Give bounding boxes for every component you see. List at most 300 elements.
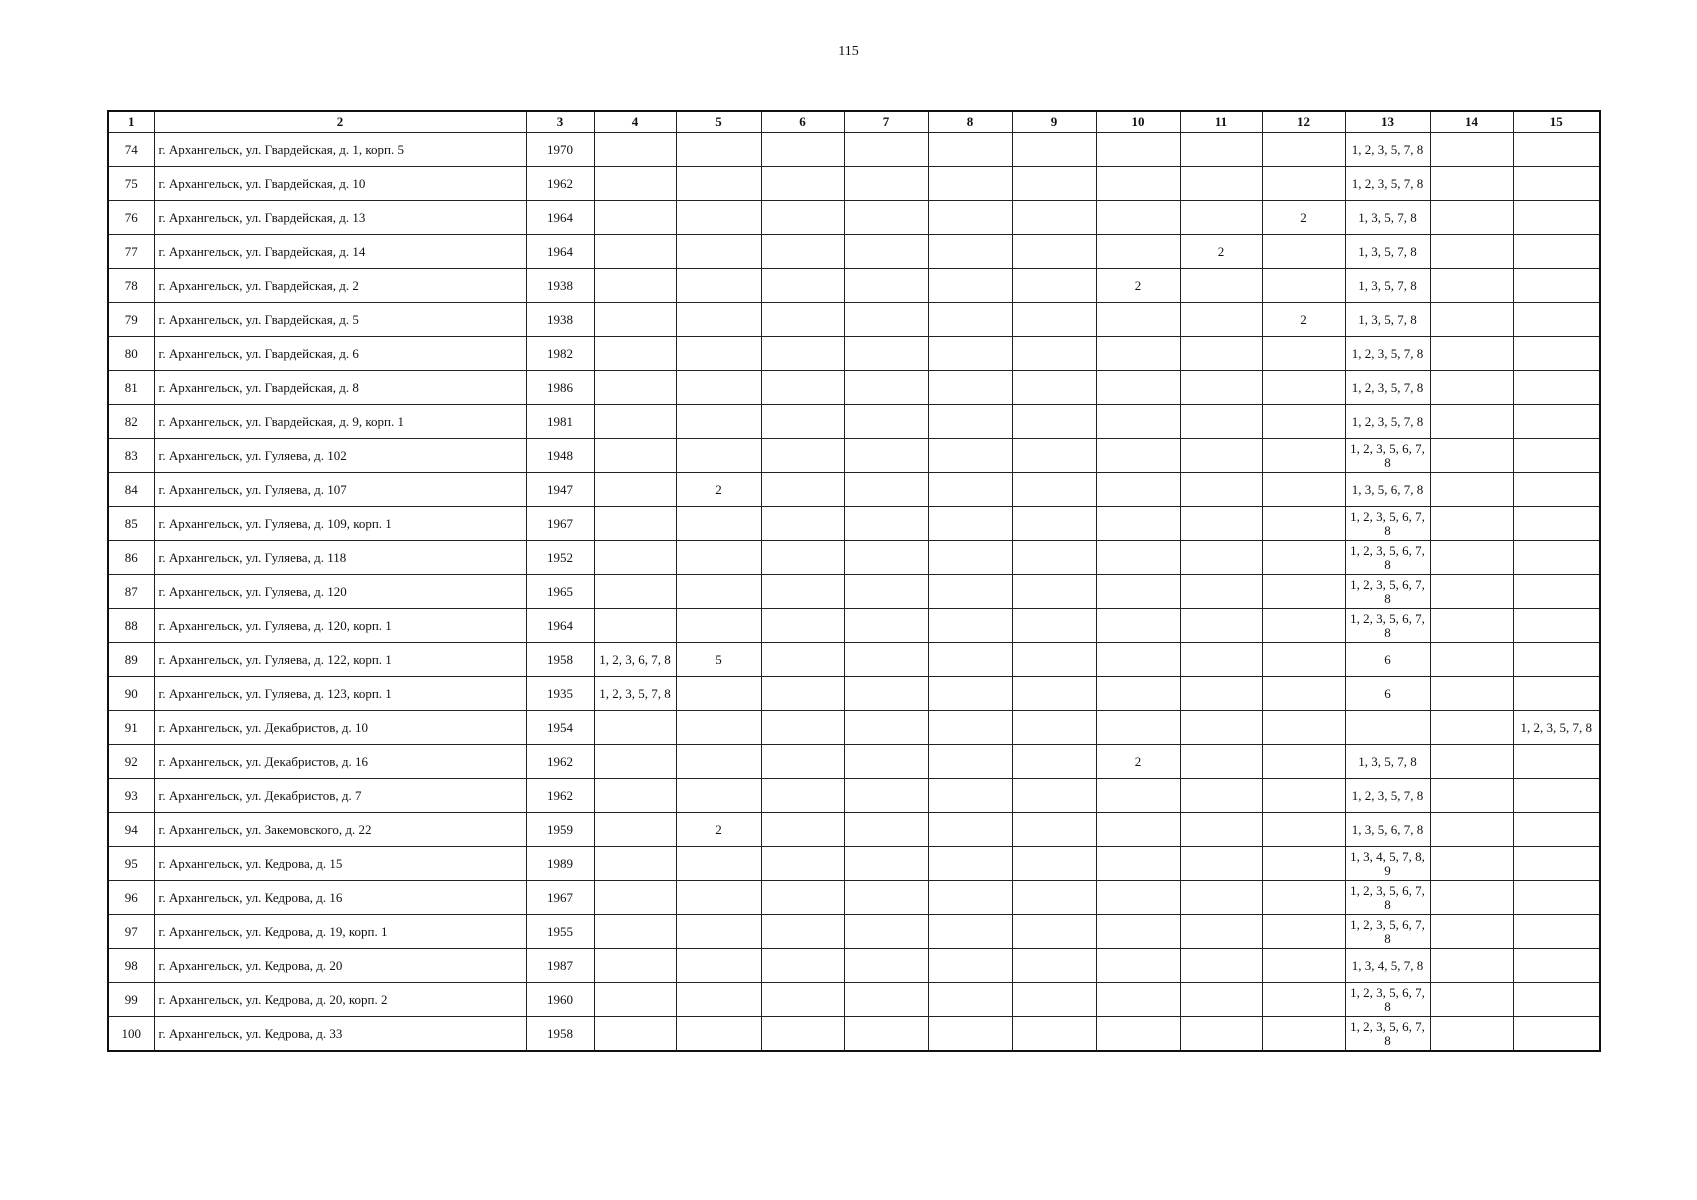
column-14-cell [1430,303,1513,337]
column-12-cell [1262,133,1345,167]
column-15-cell [1513,405,1600,439]
column-9-cell [1012,337,1096,371]
column-12-cell [1262,269,1345,303]
address-cell: г. Архангельск, ул. Кедрова, д. 33 [154,1017,526,1052]
column-14-cell [1430,609,1513,643]
column-10-cell [1096,881,1180,915]
column-8-cell [928,269,1012,303]
column-7-cell [844,405,928,439]
column-11-cell [1180,643,1262,677]
column-12-cell [1262,643,1345,677]
column-5-cell [676,915,761,949]
column-14-cell [1430,813,1513,847]
column-10-cell [1096,167,1180,201]
column-12-cell [1262,711,1345,745]
column-7-cell [844,303,928,337]
column-7-cell [844,983,928,1017]
row-number-cell: 93 [108,779,154,813]
column-12-cell [1262,881,1345,915]
column-13-cell: 1, 2, 3, 5, 6, 7, 8 [1345,575,1430,609]
column-13-cell: 1, 2, 3, 5, 6, 7, 8 [1345,983,1430,1017]
column-4-cell [594,201,676,235]
column-7-cell [844,779,928,813]
year-cell: 1964 [526,235,594,269]
column-7-cell [844,643,928,677]
address-cell: г. Архангельск, ул. Гвардейская, д. 1, корп. 5 [154,133,526,167]
column-13-cell: 1, 3, 5, 6, 7, 8 [1345,473,1430,507]
row-number-cell: 91 [108,711,154,745]
column-13-cell: 1, 3, 5, 7, 8 [1345,235,1430,269]
column-11-cell [1180,949,1262,983]
column-5-cell [676,779,761,813]
column-9-cell [1012,405,1096,439]
column-8-cell [928,167,1012,201]
column-8-cell [928,303,1012,337]
address-cell: г. Архангельск, ул. Гвардейская, д. 14 [154,235,526,269]
column-14-cell [1430,337,1513,371]
row-number-cell: 82 [108,405,154,439]
address-cell: г. Архангельск, ул. Гуляева, д. 109, корп. 1 [154,507,526,541]
column-7-cell [844,881,928,915]
row-number-cell: 80 [108,337,154,371]
column-14-cell [1430,1017,1513,1052]
column-15-cell [1513,745,1600,779]
year-cell: 1958 [526,643,594,677]
table-row [108,337,1600,371]
year-cell: 1955 [526,915,594,949]
column-14-cell [1430,167,1513,201]
column-15-cell [1513,847,1600,881]
column-9-cell [1012,745,1096,779]
column-15-cell [1513,881,1600,915]
column-9-cell [1012,439,1096,473]
column-15-cell [1513,915,1600,949]
column-8-cell [928,1017,1012,1052]
table-row [108,371,1600,405]
row-number-cell: 86 [108,541,154,575]
column-6-cell [761,779,844,813]
year-cell: 1964 [526,609,594,643]
column-15-cell [1513,167,1600,201]
address-cell: г. Архангельск, ул. Гвардейская, д. 8 [154,371,526,405]
column-11-cell: 2 [1180,235,1262,269]
column-10-cell [1096,643,1180,677]
table-row [108,711,1600,745]
column-5-cell [676,303,761,337]
column-9-cell [1012,575,1096,609]
column-8-cell [928,711,1012,745]
column-15-cell [1513,949,1600,983]
row-number-cell: 97 [108,915,154,949]
row-number-cell: 90 [108,677,154,711]
column-5-cell [676,983,761,1017]
column-6-cell [761,235,844,269]
column-12-cell [1262,473,1345,507]
column-8-cell [928,677,1012,711]
address-cell: г. Архангельск, ул. Кедрова, д. 20 [154,949,526,983]
column-11-cell [1180,303,1262,337]
column-9-cell [1012,1017,1096,1052]
column-13-cell: 1, 3, 5, 7, 8 [1345,303,1430,337]
column-9-cell [1012,507,1096,541]
address-cell: г. Архангельск, ул. Гуляева, д. 120, корп. 1 [154,609,526,643]
column-header-15: 15 [1513,111,1600,133]
column-8-cell [928,473,1012,507]
column-4-cell [594,915,676,949]
column-13-cell: 1, 2, 3, 5, 6, 7, 8 [1345,915,1430,949]
table-row [108,949,1600,983]
column-8-cell [928,983,1012,1017]
column-5-cell [676,201,761,235]
column-7-cell [844,847,928,881]
address-cell: г. Архангельск, ул. Гуляева, д. 107 [154,473,526,507]
year-cell: 1962 [526,745,594,779]
column-12-cell [1262,1017,1345,1052]
address-cell: г. Архангельск, ул. Кедрова, д. 19, корп. 1 [154,915,526,949]
column-14-cell [1430,745,1513,779]
column-6-cell [761,915,844,949]
column-14-cell [1430,847,1513,881]
column-6-cell [761,133,844,167]
column-4-cell [594,779,676,813]
column-8-cell [928,609,1012,643]
column-8-cell [928,133,1012,167]
column-5-cell [676,405,761,439]
year-cell: 1938 [526,269,594,303]
column-10-cell [1096,711,1180,745]
row-number-cell: 94 [108,813,154,847]
column-8-cell [928,779,1012,813]
year-cell: 1960 [526,983,594,1017]
column-11-cell [1180,337,1262,371]
column-8-cell [928,881,1012,915]
column-5-cell: 2 [676,473,761,507]
column-6-cell [761,745,844,779]
column-5-cell [676,337,761,371]
column-6-cell [761,711,844,745]
column-9-cell [1012,609,1096,643]
column-4-cell [594,881,676,915]
column-7-cell [844,609,928,643]
table-row [108,133,1600,167]
column-15-cell [1513,677,1600,711]
column-11-cell [1180,983,1262,1017]
column-5-cell [676,711,761,745]
column-11-cell [1180,405,1262,439]
column-7-cell [844,813,928,847]
table-row [108,609,1600,643]
column-8-cell [928,371,1012,405]
column-10-cell [1096,541,1180,575]
row-number-cell: 85 [108,507,154,541]
column-12-cell [1262,983,1345,1017]
column-header-11: 11 [1180,111,1262,133]
column-14-cell [1430,201,1513,235]
year-cell: 1959 [526,813,594,847]
column-6-cell [761,405,844,439]
column-header-1: 1 [108,111,154,133]
column-15-cell [1513,337,1600,371]
address-cell: г. Архангельск, ул. Гуляева, д. 118 [154,541,526,575]
column-header-3: 3 [526,111,594,133]
address-cell: г. Архангельск, ул. Кедрова, д. 15 [154,847,526,881]
column-10-cell [1096,949,1180,983]
column-13-cell: 1, 2, 3, 5, 6, 7, 8 [1345,541,1430,575]
table-header-row [108,111,1600,133]
row-number-cell: 79 [108,303,154,337]
column-5-cell: 2 [676,813,761,847]
column-5-cell [676,575,761,609]
column-15-cell [1513,983,1600,1017]
column-10-cell [1096,337,1180,371]
column-11-cell [1180,1017,1262,1052]
column-11-cell [1180,473,1262,507]
column-10-cell [1096,371,1180,405]
column-10-cell [1096,439,1180,473]
column-9-cell [1012,915,1096,949]
table-row [108,269,1600,303]
column-12-cell [1262,847,1345,881]
column-12-cell [1262,235,1345,269]
column-13-cell: 1, 3, 5, 7, 8 [1345,269,1430,303]
column-12-cell [1262,745,1345,779]
column-9-cell [1012,473,1096,507]
table-row [108,1017,1600,1052]
column-13-cell: 1, 2, 3, 5, 7, 8 [1345,371,1430,405]
column-9-cell [1012,201,1096,235]
column-10-cell [1096,405,1180,439]
address-cell: г. Архангельск, ул. Декабристов, д. 7 [154,779,526,813]
column-9-cell [1012,847,1096,881]
column-4-cell [594,711,676,745]
year-cell: 1987 [526,949,594,983]
table-row [108,439,1600,473]
column-14-cell [1430,371,1513,405]
year-cell: 1954 [526,711,594,745]
column-4-cell [594,371,676,405]
column-15-cell [1513,779,1600,813]
year-cell: 1958 [526,1017,594,1052]
address-cell: г. Архангельск, ул. Гвардейская, д. 10 [154,167,526,201]
table-row [108,779,1600,813]
column-5-cell [676,235,761,269]
row-number-cell: 81 [108,371,154,405]
column-4-cell [594,337,676,371]
column-14-cell [1430,881,1513,915]
column-6-cell [761,541,844,575]
address-cell: г. Архангельск, ул. Закемовского, д. 22 [154,813,526,847]
address-cell: г. Архангельск, ул. Гвардейская, д. 6 [154,337,526,371]
column-11-cell [1180,779,1262,813]
column-7-cell [844,575,928,609]
column-10-cell [1096,303,1180,337]
column-11-cell [1180,813,1262,847]
column-14-cell [1430,405,1513,439]
column-15-cell [1513,507,1600,541]
column-14-cell [1430,133,1513,167]
column-12-cell [1262,915,1345,949]
column-13-cell: 1, 3, 5, 7, 8 [1345,201,1430,235]
row-number-cell: 95 [108,847,154,881]
column-12-cell [1262,371,1345,405]
row-number-cell: 87 [108,575,154,609]
page-number: 115 [838,44,859,59]
column-14-cell [1430,711,1513,745]
year-cell: 1967 [526,881,594,915]
column-14-cell [1430,779,1513,813]
column-11-cell [1180,677,1262,711]
column-11-cell [1180,711,1262,745]
column-5-cell: 5 [676,643,761,677]
column-4-cell [594,473,676,507]
address-cell: г. Архангельск, ул. Гуляева, д. 102 [154,439,526,473]
column-13-cell: 6 [1345,677,1430,711]
column-13-cell: 1, 2, 3, 5, 6, 7, 8 [1345,1017,1430,1052]
column-5-cell [676,269,761,303]
table-row [108,915,1600,949]
row-number-cell: 75 [108,167,154,201]
column-header-13: 13 [1345,111,1430,133]
column-14-cell [1430,677,1513,711]
column-15-cell [1513,609,1600,643]
column-11-cell [1180,371,1262,405]
column-8-cell [928,201,1012,235]
address-cell: г. Архангельск, ул. Гвардейская, д. 13 [154,201,526,235]
table-row [108,643,1600,677]
column-10-cell [1096,847,1180,881]
year-cell: 1967 [526,507,594,541]
column-14-cell [1430,575,1513,609]
column-4-cell [594,813,676,847]
column-10-cell [1096,1017,1180,1052]
column-15-cell: 1, 2, 3, 5, 7, 8 [1513,711,1600,745]
column-10-cell: 2 [1096,269,1180,303]
column-8-cell [928,235,1012,269]
column-7-cell [844,133,928,167]
column-15-cell [1513,371,1600,405]
column-14-cell [1430,983,1513,1017]
column-5-cell [676,1017,761,1052]
column-header-8: 8 [928,111,1012,133]
column-8-cell [928,915,1012,949]
column-12-cell [1262,167,1345,201]
column-15-cell [1513,133,1600,167]
column-9-cell [1012,371,1096,405]
row-number-cell: 99 [108,983,154,1017]
column-11-cell [1180,439,1262,473]
year-cell: 1935 [526,677,594,711]
column-12-cell [1262,541,1345,575]
column-13-cell: 1, 2, 3, 5, 6, 7, 8 [1345,439,1430,473]
column-8-cell [928,813,1012,847]
column-10-cell [1096,201,1180,235]
column-11-cell [1180,507,1262,541]
column-13-cell: 6 [1345,643,1430,677]
column-6-cell [761,847,844,881]
column-6-cell [761,167,844,201]
table-row [108,473,1600,507]
column-7-cell [844,1017,928,1052]
column-13-cell: 1, 2, 3, 5, 6, 7, 8 [1345,609,1430,643]
column-8-cell [928,745,1012,779]
column-12-cell [1262,337,1345,371]
year-cell: 1986 [526,371,594,405]
column-12-cell [1262,677,1345,711]
column-8-cell [928,439,1012,473]
column-10-cell [1096,473,1180,507]
column-15-cell [1513,439,1600,473]
column-6-cell [761,983,844,1017]
column-15-cell [1513,235,1600,269]
column-11-cell [1180,269,1262,303]
year-cell: 1981 [526,405,594,439]
address-cell: г. Архангельск, ул. Кедрова, д. 16 [154,881,526,915]
column-6-cell [761,643,844,677]
column-7-cell [844,541,928,575]
column-4-cell [594,1017,676,1052]
column-header-10: 10 [1096,111,1180,133]
column-13-cell: 1, 2, 3, 5, 7, 8 [1345,779,1430,813]
column-12-cell [1262,439,1345,473]
column-6-cell [761,439,844,473]
column-11-cell [1180,847,1262,881]
year-cell: 1938 [526,303,594,337]
table-row [108,745,1600,779]
column-6-cell [761,1017,844,1052]
column-4-cell [594,983,676,1017]
column-13-cell: 1, 3, 4, 5, 7, 8, 9 [1345,847,1430,881]
column-8-cell [928,337,1012,371]
row-number-cell: 76 [108,201,154,235]
column-9-cell [1012,133,1096,167]
column-15-cell [1513,269,1600,303]
table-row [108,881,1600,915]
column-6-cell [761,371,844,405]
table-row [108,847,1600,881]
column-12-cell [1262,779,1345,813]
column-header-14: 14 [1430,111,1513,133]
column-15-cell [1513,201,1600,235]
column-6-cell [761,337,844,371]
building-registry-table [107,110,1601,1052]
column-12-cell [1262,405,1345,439]
column-15-cell [1513,303,1600,337]
column-6-cell [761,609,844,643]
year-cell: 1965 [526,575,594,609]
column-4-cell [594,405,676,439]
column-8-cell [928,847,1012,881]
column-8-cell [928,507,1012,541]
year-cell: 1970 [526,133,594,167]
column-14-cell [1430,235,1513,269]
column-7-cell [844,167,928,201]
column-13-cell: 1, 2, 3, 5, 7, 8 [1345,337,1430,371]
column-header-2: 2 [154,111,526,133]
column-15-cell [1513,541,1600,575]
row-number-cell: 96 [108,881,154,915]
column-14-cell [1430,269,1513,303]
column-11-cell [1180,133,1262,167]
column-9-cell [1012,813,1096,847]
column-7-cell [844,439,928,473]
column-8-cell [928,541,1012,575]
row-number-cell: 98 [108,949,154,983]
column-4-cell [594,609,676,643]
column-10-cell [1096,983,1180,1017]
column-9-cell [1012,235,1096,269]
column-14-cell [1430,439,1513,473]
column-13-cell: 1, 2, 3, 5, 7, 8 [1345,133,1430,167]
